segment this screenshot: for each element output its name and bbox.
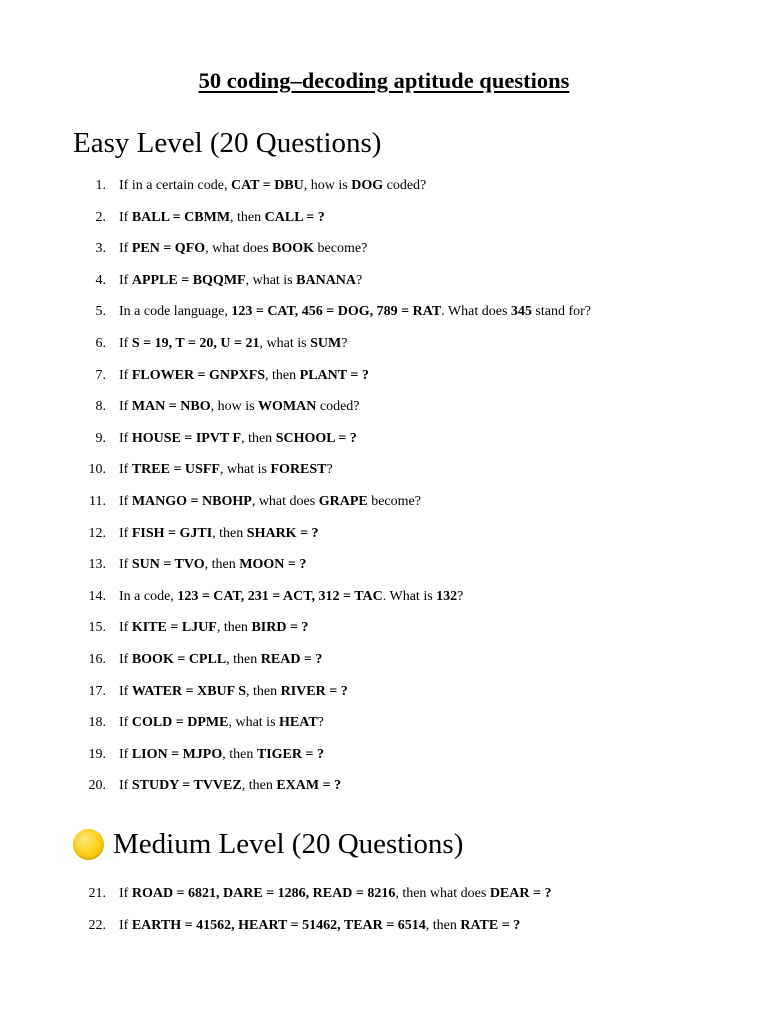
question-fragment: If <box>119 399 132 415</box>
question-fragment: If <box>119 620 132 636</box>
question-fragment: If <box>119 462 132 478</box>
question-fragment: stand for? <box>531 304 591 320</box>
question-term: MOON = ? <box>239 557 307 573</box>
question-fragment: If <box>119 241 132 257</box>
question-text <box>119 776 341 796</box>
question-fragment: coded? <box>316 399 360 415</box>
question-fragment: If <box>119 525 132 541</box>
question-item <box>0 884 768 916</box>
question-fragment: If <box>119 651 132 667</box>
question-term: EARTH = 41562, HEART = 51462, TEAR = 6514 <box>131 917 426 933</box>
question-fragment: If <box>119 715 132 731</box>
question-fragment: If <box>119 493 132 509</box>
question-term: BIRD = ? <box>251 620 309 636</box>
question-term: GRAPE <box>318 493 368 509</box>
question-text <box>119 650 322 670</box>
question-term: ROAD = 6821, DARE = 1286, READ = 8216 <box>131 886 396 901</box>
question-item <box>0 713 768 745</box>
question-number: 10. <box>88 462 106 478</box>
question-term: FISH = GJTI <box>131 525 213 541</box>
question-term: WATER = XBUF S <box>131 683 246 699</box>
question-fragment: , then <box>216 620 252 636</box>
question-fragment: , then <box>241 778 277 794</box>
question-text <box>119 334 347 354</box>
question-text <box>119 366 369 386</box>
question-text <box>119 271 362 291</box>
question-item <box>0 682 768 714</box>
question-fragment: , then <box>204 557 240 573</box>
question-text <box>119 587 463 607</box>
question-text <box>119 916 520 936</box>
question-term: BOOK = CPLL <box>131 651 227 667</box>
question-term: 123 = CAT, 456 = DOG, 789 = RAT <box>231 304 442 320</box>
section-heading-easy <box>73 127 381 160</box>
question-fragment: , then <box>246 683 281 699</box>
question-number: 15. <box>88 620 106 636</box>
question-fragment: ? <box>326 462 333 478</box>
question-fragment: , then <box>222 746 257 762</box>
question-fragment: . What is <box>382 588 437 604</box>
question-fragment: , what does <box>251 493 319 509</box>
section-heading-label: Easy Level (20 Questions) <box>73 127 382 159</box>
question-fragment: , then <box>226 651 261 667</box>
question-item <box>0 460 768 492</box>
question-term: PLANT = ? <box>299 367 369 383</box>
question-fragment: become? <box>314 241 368 257</box>
yellow-circle-icon <box>73 829 104 860</box>
question-number: 9. <box>95 430 106 446</box>
question-term: BALL = CBMM <box>131 209 231 225</box>
question-term: APPLE = BQQMF <box>131 272 246 288</box>
question-text <box>119 176 426 196</box>
question-fragment: If <box>119 430 132 446</box>
question-item <box>0 176 768 208</box>
question-list-medium <box>0 884 768 947</box>
question-fragment: If <box>119 557 132 573</box>
question-list-easy <box>0 176 768 808</box>
question-text <box>119 884 551 904</box>
question-term: BOOK <box>272 241 315 257</box>
question-term: CALL = ? <box>264 209 325 225</box>
question-term: DEAR = ? <box>489 886 552 901</box>
question-fragment: If <box>119 335 132 351</box>
question-number: 12. <box>88 525 106 541</box>
question-fragment: If <box>119 367 132 383</box>
question-item <box>0 429 768 461</box>
question-term: MANGO = NBOHP <box>131 493 252 509</box>
question-fragment: , then <box>241 430 276 446</box>
question-item <box>0 916 768 948</box>
question-text <box>119 682 348 702</box>
question-fragment: , then <box>230 209 265 225</box>
question-number: 14. <box>88 588 106 604</box>
question-term: STUDY = TVVEZ <box>131 778 242 794</box>
section-heading-medium <box>73 828 463 861</box>
question-term: HOUSE = IPVT F <box>131 430 242 446</box>
question-term: TREE = USFF <box>131 462 220 478</box>
question-number: 19. <box>88 746 106 762</box>
question-text <box>119 618 308 638</box>
question-item <box>0 776 768 808</box>
question-item <box>0 524 768 556</box>
question-number: 16. <box>88 651 106 667</box>
question-fragment: , then <box>425 917 461 933</box>
question-number: 11. <box>89 493 106 509</box>
question-item <box>0 208 768 240</box>
question-term: 345 <box>510 304 532 320</box>
question-text <box>119 460 333 480</box>
question-fragment: , what is <box>259 335 311 351</box>
question-fragment: If <box>119 886 132 901</box>
question-text <box>119 302 591 322</box>
question-term: 132 <box>436 588 458 604</box>
question-number: 1. <box>95 178 106 193</box>
question-number: 4. <box>95 272 106 288</box>
question-number: 6. <box>95 335 106 351</box>
question-fragment: , then what does <box>395 886 490 901</box>
question-number: 17. <box>88 683 106 699</box>
question-item <box>0 239 768 271</box>
question-fragment: , what does <box>205 241 273 257</box>
question-fragment: coded? <box>383 178 427 193</box>
question-fragment: If <box>119 209 132 225</box>
question-text <box>119 397 360 417</box>
question-fragment: , how is <box>303 178 352 193</box>
question-fragment: , what is <box>245 272 297 288</box>
question-text <box>119 713 324 733</box>
question-fragment: If <box>119 272 132 288</box>
question-fragment: . What does <box>441 304 511 320</box>
question-fragment: ? <box>317 715 324 731</box>
question-number: 5. <box>95 304 106 320</box>
question-term: SCHOOL = ? <box>275 430 357 446</box>
question-item <box>0 555 768 587</box>
question-number: 3. <box>95 241 106 257</box>
question-term: RIVER = ? <box>280 683 348 699</box>
question-number: 7. <box>95 367 106 383</box>
question-fragment: ? <box>356 272 363 288</box>
question-text <box>119 555 306 575</box>
question-item <box>0 397 768 429</box>
question-item <box>0 271 768 303</box>
question-text <box>119 524 319 544</box>
question-text <box>119 239 367 259</box>
question-text <box>119 429 357 449</box>
question-term: FLOWER = GNPXFS <box>131 367 266 383</box>
question-fragment: If <box>119 778 132 794</box>
question-fragment: , then <box>212 525 247 541</box>
question-fragment: If <box>119 917 132 933</box>
question-text <box>119 208 325 228</box>
question-term: DOG <box>351 178 384 193</box>
question-term: READ = ? <box>260 651 323 667</box>
question-term: WOMAN <box>258 399 317 415</box>
question-fragment: ? <box>341 335 348 351</box>
question-item <box>0 366 768 398</box>
question-term: RATE = ? <box>460 917 521 933</box>
question-text <box>119 745 324 765</box>
question-term: SUM <box>310 335 342 351</box>
question-item <box>0 618 768 650</box>
question-item <box>0 492 768 524</box>
question-fragment: If in a certain code, <box>119 178 231 193</box>
question-number: 8. <box>95 399 106 415</box>
question-term: 123 = CAT, 231 = ACT, 312 = TAC <box>177 588 383 604</box>
question-fragment: In a code language, <box>119 304 232 320</box>
question-term: BANANA <box>296 272 357 288</box>
question-fragment: , what is <box>219 462 271 478</box>
question-fragment: become? <box>367 493 421 509</box>
question-term: EXAM = ? <box>276 778 342 794</box>
question-item <box>0 587 768 619</box>
question-number: 13. <box>88 557 106 573</box>
question-item <box>0 745 768 777</box>
question-term: KITE = LJUF <box>131 620 217 636</box>
section-heading-label: Medium Level (20 Questions) <box>113 828 464 860</box>
question-number: 18. <box>88 715 106 731</box>
question-term: HEAT <box>279 715 318 731</box>
question-number: 21. <box>88 886 106 901</box>
question-term: LION = MJPO <box>131 746 223 762</box>
question-term: SHARK = ? <box>246 525 319 541</box>
question-term: CAT = DBU <box>230 178 304 193</box>
page-title: 50 coding–decoding aptitude questions <box>198 68 570 93</box>
question-term: MAN = NBO <box>131 399 211 415</box>
question-fragment: ? <box>457 588 464 604</box>
question-fragment: , what is <box>228 715 280 731</box>
question-term: TIGER = ? <box>256 746 324 762</box>
question-item <box>0 650 768 682</box>
question-term: SUN = TVO <box>131 557 205 573</box>
question-fragment: In a code, <box>119 588 178 604</box>
question-number: 2. <box>95 209 106 225</box>
question-fragment: If <box>119 746 132 762</box>
question-number: 22. <box>88 917 106 933</box>
question-number: 20. <box>88 778 106 794</box>
question-item <box>0 302 768 334</box>
question-term: PEN = QFO <box>131 241 206 257</box>
question-fragment: If <box>119 683 132 699</box>
question-term: FOREST <box>270 462 327 478</box>
question-term: S = 19, T = 20, U = 21 <box>131 335 260 351</box>
question-item <box>0 334 768 366</box>
question-term: COLD = DPME <box>131 715 229 731</box>
question-text <box>119 492 421 512</box>
question-fragment: , then <box>265 367 300 383</box>
question-fragment: , how is <box>210 399 259 415</box>
